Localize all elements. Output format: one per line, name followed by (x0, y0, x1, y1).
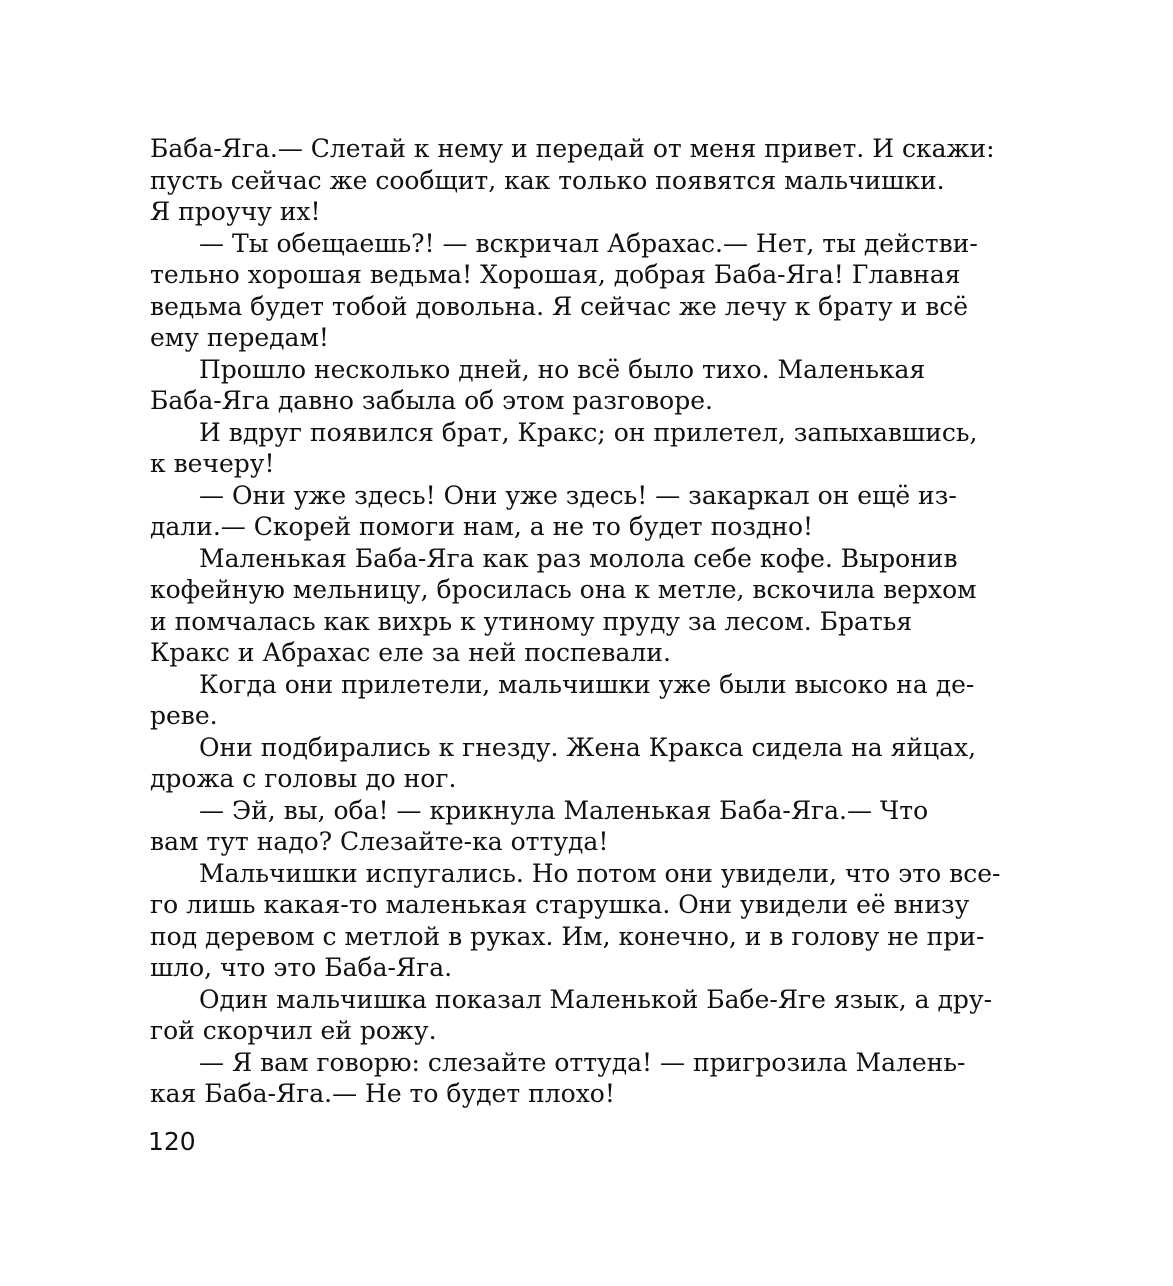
text-line: Я проучу их! (150, 197, 321, 226)
paragraph (150, 228, 1026, 354)
text-line: Кракс и Абрахас еле за ней поспевали. (150, 638, 671, 667)
text-line: Маленькая Баба-Яга как раз молола себе кофе. Выронив (199, 543, 958, 573)
paragraph (150, 795, 1026, 858)
text-line: — Эй, вы, оба! — крикнула Маленькая Баба-Яга.— Что (199, 795, 929, 825)
text-line: — Я вам говорю: слезайте оттуда! — пригрозила Малень- (199, 1047, 966, 1077)
text-line: Когда они прилетели, мальчишки уже были высоко на де- (199, 669, 975, 699)
text-line: ему передам! (150, 323, 329, 352)
text-line: Один мальчишка показал Маленькой Бабе-Яге язык, а дру- (199, 984, 993, 1014)
paragraph (150, 669, 1026, 732)
text-line: пусть сейчас же сообщит, как только появятся мальчишки. (150, 165, 945, 195)
text-line: го лишь какая-то маленькая старушка. Они увидели её внизу (150, 890, 970, 919)
text-line: Прошло несколько дней, но всё было тихо. Маленькая (199, 354, 926, 384)
text-line: — Ты обещаешь?! — вскричал Абрахас.— Нет, ты действи- (199, 228, 978, 258)
text-line: кофейную мельницу, бросилась она к метле, вскочила верхом (150, 575, 977, 604)
paragraph (150, 417, 1026, 480)
paragraph (150, 354, 1026, 417)
paragraph (150, 543, 1026, 669)
text-line: Баба-Яга давно забыла об этом разговоре. (150, 386, 713, 415)
text-line: Баба-Яга.— Слетай к нему и передай от меня привет. И скажи: (150, 134, 995, 163)
text-line: Они подбирались к гнезду. Жена Кракса сидела на яйцах, (199, 732, 977, 762)
page-number: 120 (148, 1127, 196, 1156)
text-line: под деревом с метлой в руках. Им, конечно, и в голову не при- (150, 921, 985, 951)
paragraph (150, 732, 1026, 795)
text-line: и помчалась как вихрь к утиному пруду за лесом. Братья (150, 606, 913, 636)
paragraph (150, 133, 1026, 228)
text-line: реве. (150, 701, 218, 730)
text-line: И вдруг появился брат, Кракс; он прилетел, запыхавшись, (199, 417, 978, 447)
text-line: кая Баба-Яга.— Не то будет плохо! (150, 1079, 615, 1108)
paragraph (150, 858, 1026, 984)
text-line: тельно хорошая ведьма! Хорошая, добрая Баба-Яга! Главная (150, 260, 961, 289)
text-line: гой скорчил ей рожу. (150, 1016, 437, 1045)
text-line: — Они уже здесь! Они уже здесь! — закаркал он ещё из- (199, 480, 957, 510)
body-text (150, 133, 1026, 1110)
text-line: вам тут надо? Слезайте-ка оттуда! (150, 827, 609, 856)
text-line: дрожа с головы до ног. (150, 764, 457, 793)
text-line: к вечеру! (150, 449, 275, 478)
paragraph (150, 1047, 1026, 1110)
text-line: шло, что это Баба-Яга. (150, 953, 453, 982)
text-line: ведьма будет тобой довольна. Я сейчас же лечу к брату и всё (150, 291, 969, 321)
paragraph (150, 480, 1026, 543)
text-line: дали.— Скорей помоги нам, а не то будет поздно! (150, 512, 814, 541)
paragraph (150, 984, 1026, 1047)
text-line: Мальчишки испугались. Но потом они увидели, что это все- (199, 858, 1001, 888)
